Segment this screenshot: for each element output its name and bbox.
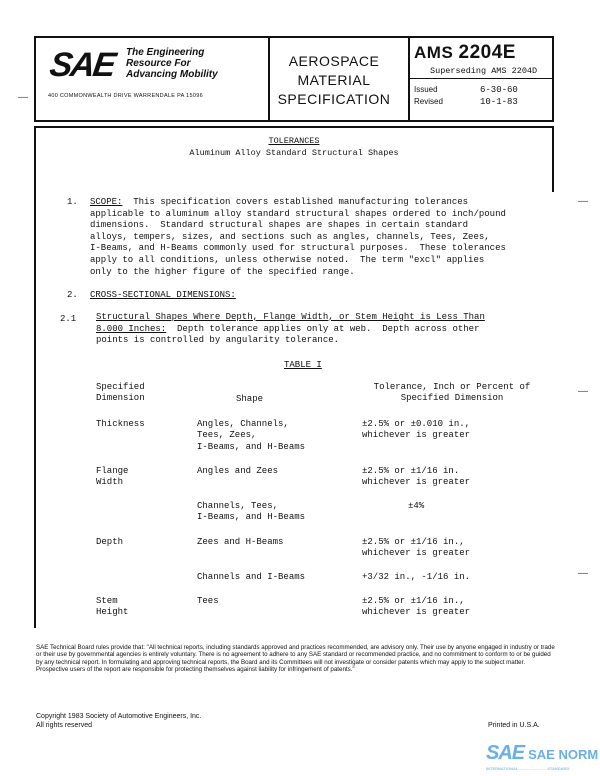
table-cell-shape: Channels, Tees, I-Beams, and H-Beams: [197, 501, 306, 523]
tagline-line-1: The Engineering: [126, 47, 205, 58]
table-cell-tolerance: ±2.5% or ±0.010 in., whichever is greater: [362, 419, 471, 441]
table-cell-tolerance: ±2.5% or ±1/16 in. whichever is greater: [362, 466, 471, 488]
section-2-1-line: points is controlled by angularity tolerance.: [96, 335, 340, 346]
ams-number: AMS 2204E: [414, 42, 516, 63]
left-margin-rule: [34, 192, 36, 628]
table-cell-tolerance: ±2.5% or ±1/16 in., whichever is greater: [362, 537, 471, 559]
section-1-line: I-Beams, and H-Beams commonly used for structural purposes. These tolerances: [90, 243, 506, 254]
table-cell-shape: Tees: [197, 596, 219, 606]
section-1-line: dimensions. Standard structural shapes are shapes in certain standard: [90, 220, 469, 231]
section-1-number: 1.: [67, 197, 78, 207]
watermark-text: SAE NORM: [528, 747, 599, 762]
table-cell-shape: Channels and I-Beams: [197, 572, 306, 582]
section-2-1-heading: Structural Shapes Where Depth, Flange Width, or Stem Height is Less Than: [96, 312, 485, 322]
divider: [410, 78, 552, 79]
table-cell-dimension: Depth: [96, 537, 124, 547]
revised-label: Revised: [414, 97, 443, 106]
table-cell-dimension: Stem Height: [96, 596, 129, 618]
table-cell-shape: Angles and Zees: [197, 466, 279, 476]
table-cell-shape: Angles, Channels, Tees, Zees, I-Beams, and H-Beams: [197, 419, 306, 452]
section-1-line: alloys, tempers, sizes, and sections such as angles, channels, Tees, Zees,: [90, 231, 490, 242]
col-header-tolerance: Tolerance, Inch or Percent of Specified Dimension: [373, 382, 531, 404]
table-cell-tolerance: +3/32 in., -1/16 in.: [362, 572, 471, 582]
revised-value: 10-1-83: [480, 97, 518, 107]
sae-norm-watermark: [486, 742, 599, 771]
watermark-subtext: INTERNATIONAL ........................ STANDARD: [486, 766, 570, 771]
section-1-line: only to the higher figure of the specified range.: [90, 266, 355, 277]
doc-subtitle: Aluminum Alloy Standard Structural Shapes: [189, 148, 399, 158]
section-2-1-number: 2.1: [60, 314, 77, 324]
watermark-logo: SAE: [486, 742, 525, 764]
scan-mark: —: [578, 386, 588, 397]
scan-mark: —: [578, 568, 588, 579]
dates: [414, 84, 518, 108]
section-1-line: applicable to aluminum alloy standard structural shapes ordered to inch/pound: [90, 208, 506, 219]
header-box: [34, 36, 554, 122]
table-cell-shape: Zees and H-Beams: [197, 537, 284, 547]
title-box: [34, 126, 554, 192]
address: 400 COMMONWEALTH DRIVE WARRENDALE PA 15096: [48, 93, 203, 99]
col-header-dimension: Specified Dimension: [96, 382, 145, 404]
copyright: Copyright 1983 Society of Automotive Engineers, Inc. All rights reserved: [36, 713, 202, 729]
issued-label: Issued: [414, 85, 438, 94]
section-2-1-line: 8.000 Inches: Depth tolerance applies only at web. Depth across other: [96, 323, 480, 334]
section-2-number: 2.: [67, 290, 78, 300]
technical-board-disclaimer: SAE Technical Board rules provide that: "All technical reports, including standards approved and practices recommended, are advisory only. Their use by anyone engaged in industry or trade or their use by governmental agencies is entirely voluntary. There is no agreement to adhere to any SAE standard or recommended practice, and no commitment to conform to or be guided by any technical report. In formulating and approving technical reports, the Board and its Committees will not investigate or consider patents which may apply to the subject matter. Prospective users of the report are responsible for protecting themselves against liability for infringement of patents.": [36, 644, 555, 673]
col-header-shape: Shape: [236, 394, 264, 404]
section-2-heading: CROSS-SECTIONAL DIMENSIONS:: [90, 290, 236, 300]
printed-in: Printed in U.S.A.: [488, 722, 540, 729]
table-caption: TABLE I: [284, 360, 322, 370]
scan-mark: —: [18, 92, 28, 103]
section-1-line: apply to all conditions, unless otherwise noted. The term "excl" applies: [90, 255, 485, 265]
divider: [408, 38, 410, 120]
section-1-first-line: SCOPE: This specification covers established manufacturing tolerances: [90, 197, 469, 207]
tagline-line-3: Advancing Mobility: [126, 69, 218, 80]
superseding: Superseding AMS 2204D: [430, 66, 538, 76]
tagline-line-2: Resource For: [126, 58, 191, 69]
doc-heading: TOLERANCES: [268, 136, 320, 146]
spec-type: AEROSPACE MATERIAL SPECIFICATION: [277, 53, 391, 107]
issued-value: 6-30-60: [480, 85, 518, 95]
table-cell-dimension: Flange Width: [96, 466, 129, 488]
table-cell-dimension: Thickness: [96, 419, 145, 429]
scan-mark: —: [578, 196, 588, 207]
sae-logo: SAE: [47, 46, 117, 84]
table-cell-tolerance: ±4%: [408, 501, 425, 511]
table-cell-tolerance: ±2.5% or ±1/16 in., whichever is greater: [362, 596, 471, 618]
